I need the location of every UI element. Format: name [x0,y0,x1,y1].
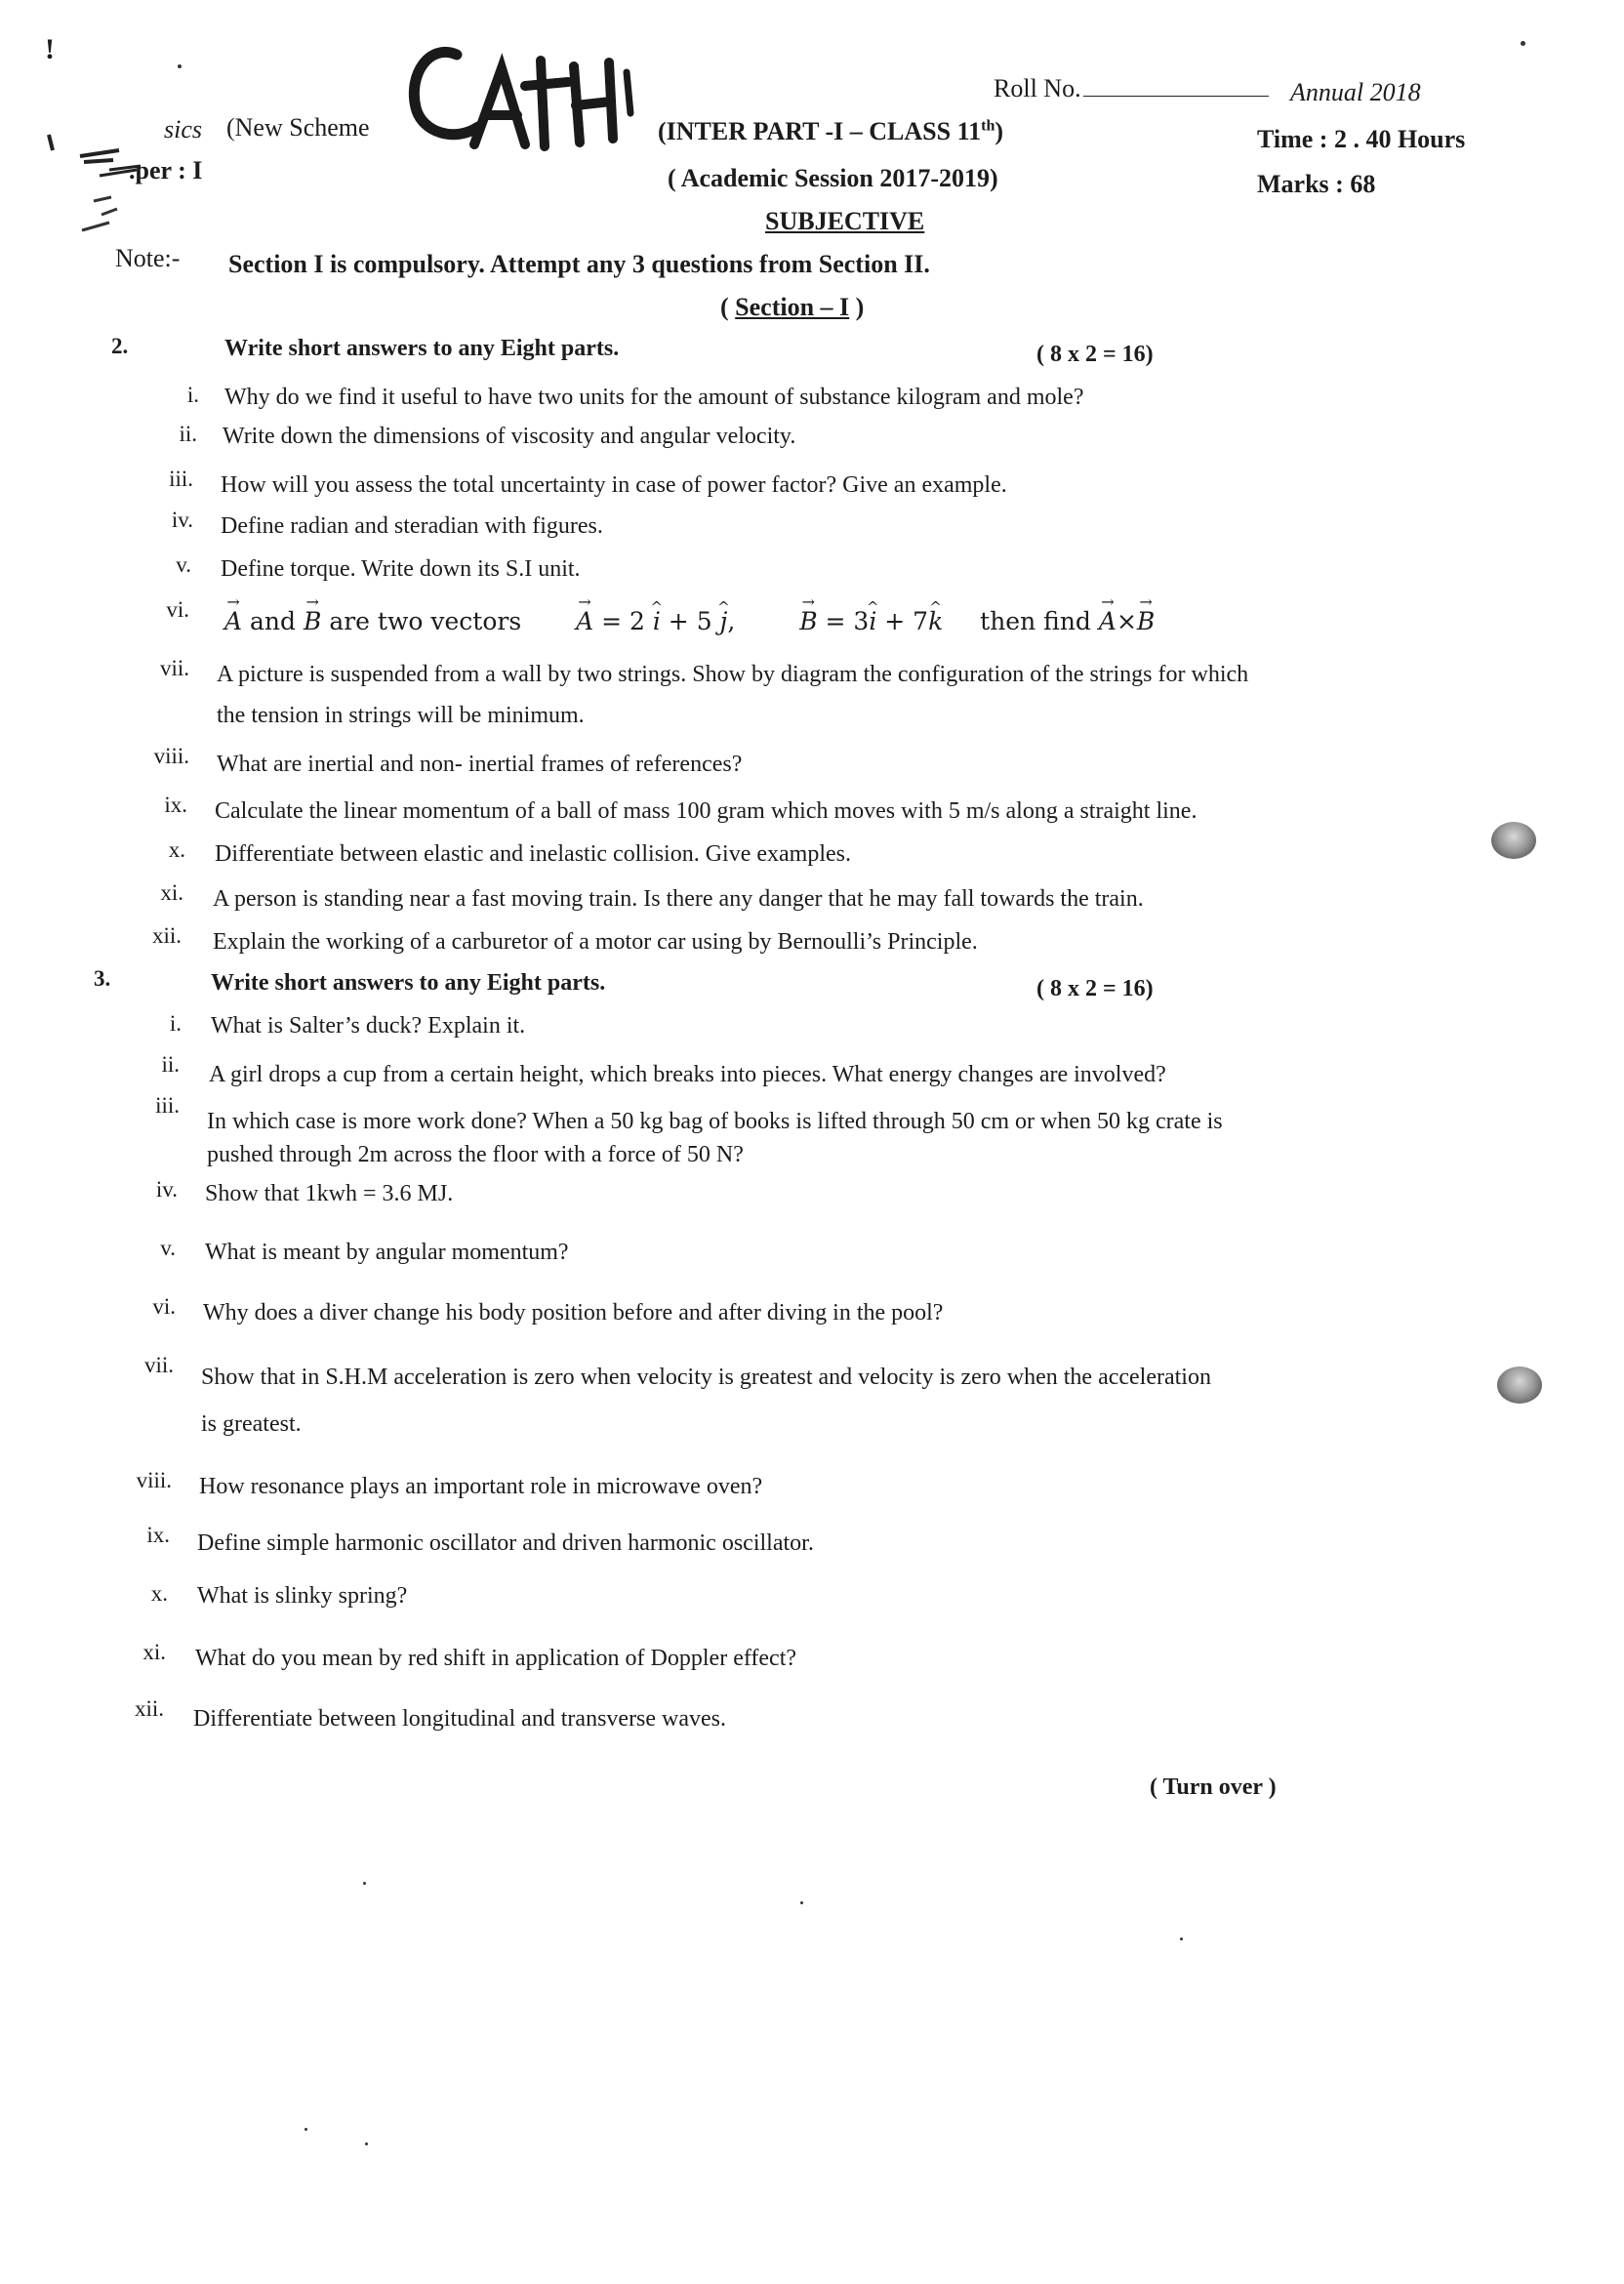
scheme-label: (New Scheme [226,113,370,142]
part-text: How will you assess the total uncertainty in case of power factor? Give an example. [221,472,1007,498]
note-label: Note:- [115,244,181,272]
roll-blank-line [1083,96,1269,97]
part-text: A picture is suspended from a wall by two strings. Show by diagram the configuration of the strings for which [217,662,1249,687]
part-text: What is Salter’s duck? Explain it. [211,1013,526,1039]
roll-label: Roll No. [994,74,1081,102]
part-text: Calculate the linear momentum of a ball of mass 100 gram which moves with 5 m/s along a straight line. [215,798,1198,824]
part-number: ii. [179,422,197,446]
part-number: xi. [142,1640,166,1664]
part-text: What do you mean by red shift in application of Doppler effect? [195,1646,797,1671]
question-instruction: Write short answers to any Eight parts. [224,336,620,361]
scan-speck [800,1901,803,1904]
vector-question: → A and → B are two vectors → A = 2 ^ i + 5 ^ j, → B = 3^ i + 7^ k then find → A×→ B [224,607,1155,635]
part-number: xi. [160,880,183,905]
part-number: iv. [155,1177,178,1202]
part-number: v. [160,1236,176,1260]
part-number: iii. [169,467,193,491]
part-text: A girl drops a cup from a certain height, which breaks into pieces. What energy changes are involved? [209,1062,1166,1087]
part-text-continued: pushed through 2m across the floor with a force of 50 N? [207,1142,744,1167]
total-marks: Marks : 68 [1257,170,1376,198]
part-number: ix. [146,1523,170,1547]
part-number: ii. [161,1052,180,1077]
turn-over-note: ( Turn over ) [1150,1774,1277,1800]
part-number: viii. [136,1468,172,1492]
part-text: Define torque. Write down its S.I unit. [221,556,581,582]
scan-speck [365,2142,368,2145]
punch-hole [1497,1366,1542,1404]
part-text: Explain the working of a carburetor of a motor car using by Bernoulli’s Principle. [213,929,978,955]
signature-stamp [396,37,640,184]
part-number: ix. [164,793,187,817]
part-number: i. [169,1011,182,1036]
scan-speck [1521,41,1525,46]
punch-hole [1491,822,1536,859]
part-number: i. [186,383,199,407]
part-number: x. [168,837,185,862]
part-text: Why do we find it useful to have two units for the amount of substance kilogram and mole? [224,385,1084,410]
part-text: What is slinky spring? [197,1583,408,1609]
part-text: Define radian and steradian with figures. [221,513,603,539]
part-number: x. [150,1581,168,1606]
paper-type: SUBJECTIVE [765,207,925,235]
part-text: Why does a diver change his body position before and after diving in the pool? [203,1300,944,1326]
part-number: xii. [134,1696,164,1721]
part-text-continued: the tension in strings will be minimum. [217,703,585,728]
question-marks: ( 8 x 2 = 16) [1036,342,1154,367]
part-text: What is meant by angular momentum? [205,1240,569,1265]
time-allowed: Time : 2 . 40 Hours [1257,125,1466,153]
scan-speck [304,2128,307,2131]
academic-session: ( Academic Session 2017-2019) [668,164,998,192]
question-instruction: Write short answers to any Eight parts. [211,970,606,996]
question-marks: ( 8 x 2 = 16) [1036,976,1154,1001]
roll-number [994,74,1269,103]
part-text: How resonance plays an important role in microwave oven? [199,1474,763,1499]
part-text: Show that 1kwh = 3.6 MJ. [205,1181,454,1206]
part-text: Differentiate between longitudinal and transverse waves. [193,1706,727,1732]
part-number: vii. [143,1353,174,1377]
note-text: Section I is compulsory. Attempt any 3 questions from Section II. [228,250,930,278]
class-title: (INTER PART -I – CLASS 11th) [658,117,1004,145]
part-number: v. [176,552,191,577]
scan-speck [363,1882,366,1885]
question-number: 3. [94,966,111,991]
part-text: Show that in S.H.M acceleration is zero when velocity is greatest and velocity is zero when the acceleration [201,1365,1211,1390]
part-number: xii. [151,923,182,948]
paper-label: .per : I [129,156,203,184]
part-number: iv. [171,508,193,532]
part-number: viii. [153,744,189,768]
part-number: vii. [159,656,189,680]
part-number: vi. [166,597,189,622]
part-text: Write down the dimensions of viscosity and angular velocity. [223,424,796,449]
question-number: 2. [111,334,129,358]
part-number: vi. [152,1294,176,1319]
part-text: Define simple harmonic oscillator and driven harmonic oscillator. [197,1530,814,1556]
scan-speck [178,64,182,68]
scan-speck [1180,1937,1183,1940]
scan-mark: ! [45,33,55,65]
part-text: In which case is more work done? When a 50 kg bag of books is lifted through 50 cm or when 50 kg crate is [207,1109,1223,1134]
part-text-continued: is greatest. [201,1411,302,1437]
exam-name: Annual 2018 [1290,78,1421,106]
subject-name: sics [164,115,202,143]
section-heading: ( Section – I ) [720,293,865,321]
part-text: Differentiate between elastic and inelastic collision. Give examples. [215,841,851,867]
part-text: A person is standing near a fast moving train. Is there any danger that he may fall towards the train. [213,886,1144,912]
part-text: What are inertial and non- inertial frames of references? [217,752,743,777]
part-number: iii. [155,1093,180,1118]
